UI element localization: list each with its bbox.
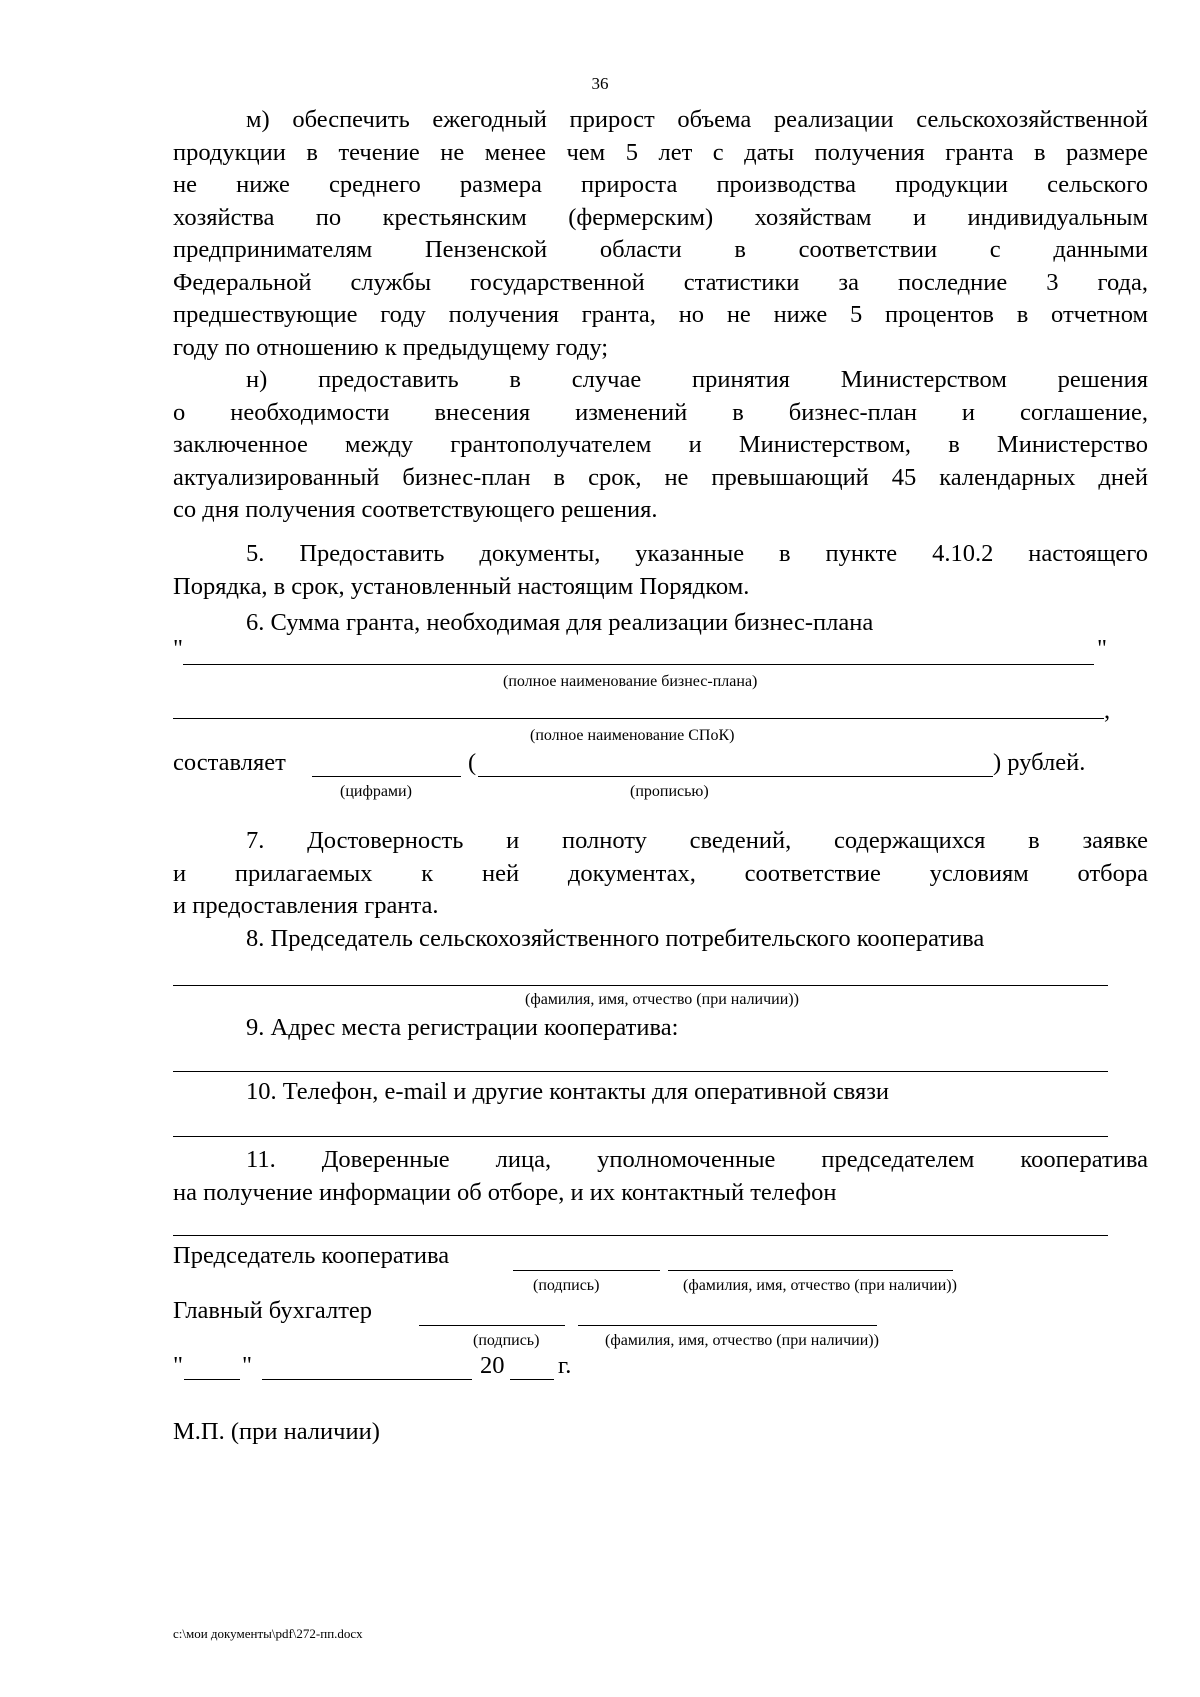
footer-file-path: c:\мои документы\pdf\272-пп.docx [173, 1626, 363, 1641]
item-5 [173, 538, 1148, 603]
caption-signature: (подпись) [533, 1277, 600, 1294]
text-line: н) предоставить в случае принятия Министерством решения [246, 366, 1148, 393]
item-11 [173, 1144, 1148, 1209]
text-line: 11. Доверенные лица, уполномоченные председателем кооператива [246, 1146, 1148, 1173]
date-day-line [184, 1379, 240, 1380]
sign-accountant-label: Главный бухгалтер [173, 1297, 373, 1324]
spok-name-line [173, 718, 1104, 719]
trusted-persons-line [173, 1235, 1108, 1236]
text-line: м) обеспечить ежегодный прирост объема реализации сельскохозяйственной [246, 106, 1148, 133]
text-line: хозяйства по крестьянским (фермерским) хозяйствам и индивидуальным [173, 203, 1148, 231]
sign-chairman-label: Председатель кооператива [173, 1242, 450, 1269]
amount-suffix: ) рублей. [993, 749, 1086, 776]
text-line: предшествующие году получения гранта, но не ниже 5 процентов в отчетном [173, 301, 1148, 328]
address-line [173, 1071, 1108, 1072]
item-6: 6. Сумма гранта, необходимая для реализации бизнес-плана [246, 609, 874, 636]
paragraph-m [173, 104, 1148, 364]
text-line: заключенное между грантополучателем и Министерством, в Министерство [173, 431, 1148, 458]
text-line: не ниже среднего размера прироста производства продукции сельского [173, 171, 1148, 198]
date-year-prefix: 20 [480, 1352, 505, 1379]
caption-digits: (цифрами) [340, 783, 412, 800]
chairman-fio-line [668, 1270, 953, 1271]
comma: , [1104, 697, 1111, 724]
caption-fio: (фамилия, имя, отчество (при наличии)) [525, 991, 799, 1008]
item-7 [173, 825, 1148, 923]
business-plan-name-line [183, 664, 1094, 665]
quote-close: " [1097, 635, 1108, 662]
date-year-line [510, 1379, 554, 1380]
text-line: году по отношению к предыдущему году; [173, 333, 609, 361]
date-g: г. [558, 1352, 572, 1379]
amount-words-line [478, 776, 993, 777]
text-line: 5. Предоставить документы, указанные в пункте 4.10.2 настоящего [246, 540, 1148, 567]
text-line: продукции в течение не менее чем 5 лет с даты получения гранта в размере [173, 138, 1148, 166]
amount-label: составляет [173, 749, 286, 776]
date-month-line [262, 1379, 472, 1380]
item-9: 9. Адрес места регистрации кооператива: [246, 1014, 679, 1041]
text-line: на получение информации об отборе, и их контактный телефон [173, 1178, 837, 1206]
page-number: 36 [591, 74, 609, 93]
date-quote-open: " [173, 1352, 184, 1379]
text-line: и предоставления гранта. [173, 892, 439, 919]
text-line: Федеральной службы государственной статистики за последние 3 года, [173, 268, 1148, 296]
contacts-line [173, 1136, 1108, 1137]
chairman-name-line [173, 985, 1108, 986]
accountant-signature-line [419, 1325, 565, 1326]
quote-open: " [173, 635, 184, 662]
amount-paren-open: ( [468, 749, 477, 776]
date-quote-close: " [242, 1352, 253, 1379]
text-line: Порядка, в срок, установленный настоящим Порядком. [173, 572, 750, 600]
text-line: со дня получения соответствующего решения. [173, 496, 658, 523]
text-line: о необходимости внесения изменений в бизнес-план и соглашение, [173, 398, 1148, 426]
item-8: 8. Председатель сельскохозяйственного потребительского кооператива [246, 925, 985, 952]
text-line: и прилагаемых к ней документах, соответствие условиям отбора [173, 859, 1148, 887]
accountant-fio-line [578, 1325, 877, 1326]
caption-words: (прописью) [630, 783, 709, 800]
text-line: актуализированный бизнес-план в срок, не превышающий 45 календарных дней [173, 463, 1148, 491]
text-line: предпринимателям Пензенской области в соответствии с данными [173, 236, 1148, 263]
paragraph-n [173, 364, 1148, 527]
caption-spok: (полное наименование СПоК) [530, 727, 735, 744]
stamp-place: М.П. (при наличии) [173, 1418, 380, 1445]
caption-fio-accountant: (фамилия, имя, отчество (при наличии)) [605, 1332, 879, 1349]
item-10: 10. Телефон, e-mail и другие контакты для оперативной связи [246, 1078, 890, 1105]
caption-signature-accountant: (подпись) [473, 1332, 540, 1349]
caption-fio-chairman: (фамилия, имя, отчество (при наличии)) [683, 1277, 957, 1294]
amount-digits-line [312, 776, 461, 777]
chairman-signature-line [513, 1270, 660, 1271]
text-line: 7. Достоверность и полноту сведений, содержащихся в заявке [246, 827, 1148, 854]
caption-business-plan: (полное наименование бизнес-плана) [503, 673, 758, 690]
